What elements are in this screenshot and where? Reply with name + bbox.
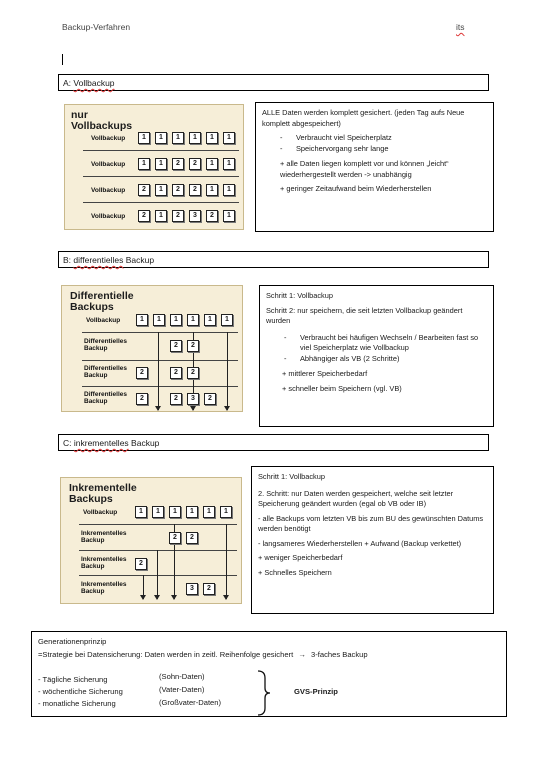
figure-c-row-label-1: Inkrementelles <box>81 581 127 588</box>
generation-item-label: - monatliche Sicherung <box>38 699 116 708</box>
figure-b-cell: 2 <box>170 367 182 379</box>
generation-item-role: (Sohn-Daten) <box>159 672 205 681</box>
section-c-step1: Schritt 1: Vollbackup <box>258 472 325 481</box>
figure-a-row-label: Vollbackup <box>91 213 126 220</box>
figure-b-cell: 1 <box>187 314 199 326</box>
figure-b-top-label: Vollbackup <box>86 317 121 324</box>
figure-c-cell: 2 <box>135 558 147 570</box>
generation-item-role: (Großvater-Daten) <box>159 698 222 707</box>
section-c-plus: + weniger Speicherbedarf <box>258 553 343 562</box>
section-b-bullet: Abhängiger als VB (2 Schritte) <box>300 353 400 363</box>
figure-a-title-1: nur <box>71 109 88 121</box>
section-c-heading <box>58 434 489 451</box>
figure-b-row-label-2: Backup <box>84 345 108 352</box>
section-b-description: Schritt 1: Vollbackup Schritt 2: nur speichern, die seit letzten Vollbackup geändert wurden - Verbraucht bei häufigen Wechseln / Bearbeiten fast so viel Speicherplatz wie Vollbackup - Abhängiger als VB (2 Schritte) + mittlerer Speicherbedarf + schneller beim Speichern (vgl. VB) <box>259 285 494 427</box>
section-a-bullet: Verbraucht viel Speicherplatz <box>296 133 392 142</box>
figure-b-row-label-1: Differentielles <box>84 365 127 372</box>
section-b-heading <box>58 251 489 268</box>
figure-a-cell: 2 <box>206 210 218 222</box>
gvs-principle-label: GVS-Prinzip <box>294 687 338 696</box>
figure-a-cell: 2 <box>189 184 201 196</box>
figure-a-cell: 3 <box>189 210 201 222</box>
figure-a-cell: 2 <box>138 184 150 196</box>
figure-b-cell: 2 <box>187 340 199 352</box>
section-b-suffix: Backup <box>123 255 155 265</box>
figure-a-cell: 2 <box>172 184 184 196</box>
figure-c-row-label-2: Backup <box>81 563 105 570</box>
section-a-intro: ALLE Daten werden komplett gesichert. (jeden Tag aufs Neue komplett abgespeichert) <box>262 108 465 128</box>
right-arrow-icon: → <box>298 650 306 659</box>
figure-a-cell: 1 <box>189 132 201 144</box>
figure-a-row-label: Vollbackup <box>91 135 126 142</box>
generation-strategy-end: 3-faches Backup <box>311 650 368 659</box>
section-a-bullet: Speichervorgang sehr lange <box>296 143 389 153</box>
section-a-plus: + alle Daten liegen komplett vor und können „leicht“ wiederhergestellt werden -> unabhängig <box>280 159 449 179</box>
figure-incremental-backups <box>60 477 242 604</box>
figure-b-cell: 2 <box>187 367 199 379</box>
timeline-arrow <box>158 332 159 410</box>
right-brace-icon <box>256 670 272 716</box>
generation-item-role: (Vater-Daten) <box>159 685 205 694</box>
section-b-bullet: Verbraucht bei häufigen Wechseln / Bearbeiten fast so viel Speicherplatz wie Vollbackup <box>300 332 479 352</box>
figure-a-cell: 2 <box>189 158 201 170</box>
figure-b-cell: 1 <box>136 314 148 326</box>
figure-c-row-label-1: Inkrementelles <box>81 530 127 537</box>
figure-a-cell: 2 <box>172 210 184 222</box>
section-a-word: Vollbackup <box>73 78 115 88</box>
figure-c-row-label <box>81 530 127 544</box>
figure-b-title-2: Backups <box>70 301 114 313</box>
figure-b-row-label-2: Backup <box>84 398 108 405</box>
figure-a-cell: 1 <box>155 158 167 170</box>
section-c-step2: 2. Schritt: nur Daten werden gespeichert, welche seit letzter Speicherung geändert wurden (egal ob VB oder IB) <box>258 488 454 508</box>
figure-b-cell: 2 <box>204 393 216 405</box>
timeline-arrow <box>143 575 144 599</box>
figure-a-cell: 1 <box>206 158 218 170</box>
figure-c-row-label-2: Backup <box>81 537 105 544</box>
section-c-prefix: C: <box>63 438 74 448</box>
generation-item-label: - wöchentliche Sicherung <box>38 687 123 696</box>
figure-b-cell: 2 <box>136 367 148 379</box>
section-b-step1: Schritt 1: Vollbackup <box>266 291 333 300</box>
figure-a-cell: 1 <box>223 158 235 170</box>
text-cursor <box>62 54 63 65</box>
section-c-line: - langsameres Wiederherstellen + Aufwand (Backup verkettet) <box>258 538 462 548</box>
section-c-word: inkrementelles <box>73 438 129 448</box>
figure-c-cell: 2 <box>186 532 198 544</box>
figure-a-cell: 1 <box>155 132 167 144</box>
section-a-heading <box>58 74 489 91</box>
figure-c-cell: 1 <box>203 506 215 518</box>
section-b-word: differentielles <box>73 255 124 265</box>
document-header-right: its <box>456 22 465 32</box>
figure-c-cell: 2 <box>203 583 215 595</box>
figure-c-row-label-2: Backup <box>81 588 105 595</box>
figure-c-top-label: Vollbackup <box>83 509 118 516</box>
figure-b-row-label <box>84 391 127 405</box>
section-a-description: ALLE Daten werden komplett gesichert. (jeden Tag aufs Neue komplett abgespeichert) - Verbraucht viel Speicherplatz - Speichervorgang sehr lange + alle Daten liegen komplett vor und können „leicht“ wiederhergestellt werden -> unabhängig + geringer Zeitaufwand beim Wiederherstellen <box>255 102 494 232</box>
section-b-step2: Schritt 2: nur speichern, die seit letzten Vollbackup geändert wurden <box>266 305 463 325</box>
figure-b-cell: 1 <box>153 314 165 326</box>
figure-c-title-2: Backups <box>69 493 113 505</box>
generation-strategy <box>38 650 368 660</box>
figure-b-cell: 1 <box>221 314 233 326</box>
figure-a-cell: 1 <box>138 158 150 170</box>
section-c-line: - alle Backups vom letzten VB bis zum BU des gewünschten Datums werden benötigt <box>258 513 484 533</box>
figure-c-cell: 3 <box>186 583 198 595</box>
figure-a-cell: 2 <box>138 210 150 222</box>
figure-differential-backups <box>61 285 243 412</box>
section-c-description <box>251 466 494 614</box>
figure-b-cell: 2 <box>170 340 182 352</box>
generation-principle-box <box>31 631 507 717</box>
figure-a-cell: 1 <box>155 184 167 196</box>
figure-a-title-2: Vollbackups <box>71 120 133 132</box>
figure-b-row-label <box>84 365 127 379</box>
generation-item-label: - Tägliche Sicherung <box>38 675 108 684</box>
figure-a-cell: 1 <box>138 132 150 144</box>
figure-b-cell: 1 <box>170 314 182 326</box>
figure-c-cell: 1 <box>169 506 181 518</box>
figure-a-cell: 1 <box>223 210 235 222</box>
figure-c-cell: 2 <box>169 532 181 544</box>
section-b-plus: + schneller beim Speichern (vgl. VB) <box>282 383 402 393</box>
figure-b-title-1: Differentielle <box>70 290 134 302</box>
figure-a-cell: 1 <box>206 132 218 144</box>
figure-c-row-label <box>81 581 127 595</box>
figure-a-cell: 2 <box>172 158 184 170</box>
timeline-arrow <box>157 550 158 599</box>
section-c-suffix: Backup <box>128 438 160 448</box>
figure-b-cell: 2 <box>136 393 148 405</box>
figure-a-cell: 1 <box>223 184 235 196</box>
figure-c-title-1: Inkrementelle <box>69 482 137 494</box>
section-a-plus: + geringer Zeitaufwand beim Wiederherstellen <box>280 184 432 193</box>
figure-c-cell: 1 <box>220 506 232 518</box>
section-b-prefix: B: <box>63 255 74 265</box>
figure-b-row-label <box>84 338 127 352</box>
figure-c-row-label-1: Inkrementelles <box>81 556 127 563</box>
section-a-prefix: A: <box>63 78 74 88</box>
section-c-plus: + Schnelles Speichern <box>258 567 332 577</box>
figure-b-cell: 1 <box>204 314 216 326</box>
figure-a-cell: 1 <box>206 184 218 196</box>
figure-c-cell: 1 <box>135 506 147 518</box>
generation-strategy-text: =Strategie bei Datensicherung: Daten werden in zeitl. Reihenfolge gesichert <box>38 650 294 659</box>
figure-c-cell: 1 <box>186 506 198 518</box>
figure-b-row-label-2: Backup <box>84 372 108 379</box>
section-b-plus: + mittlerer Speicherbedarf <box>282 369 368 378</box>
generation-title: Generationenprinzip <box>38 637 107 646</box>
figure-a-cell: 1 <box>155 210 167 222</box>
figure-c-cell: 1 <box>152 506 164 518</box>
figure-a-row-label: Vollbackup <box>91 161 126 168</box>
timeline-arrow <box>226 524 227 599</box>
figure-a-cell: 1 <box>223 132 235 144</box>
figure-full-backups <box>64 104 244 230</box>
figure-b-row-label-1: Differentielles <box>84 391 127 398</box>
figure-a-row-label: Vollbackup <box>91 187 126 194</box>
figure-c-row-label <box>81 556 127 570</box>
figure-b-cell: 2 <box>170 393 182 405</box>
figure-b-row-label-1: Differentielles <box>84 338 127 345</box>
document-header-title: Backup-Verfahren <box>62 22 131 32</box>
figure-a-cell: 1 <box>172 132 184 144</box>
figure-b-cell: 3 <box>187 393 199 405</box>
timeline-arrow <box>227 332 228 410</box>
